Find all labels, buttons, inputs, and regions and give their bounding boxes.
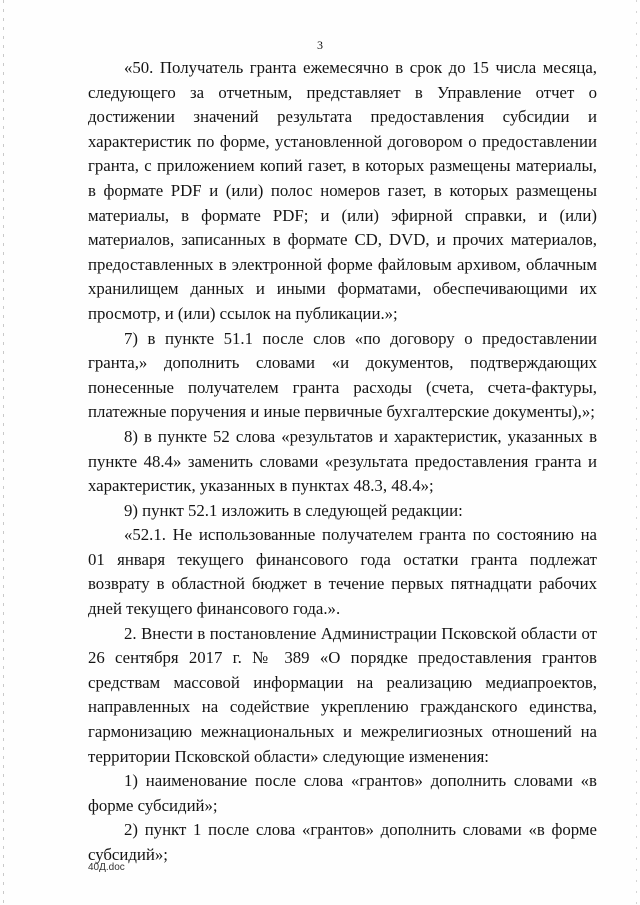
paragraph-item-50: «50. Получатель гранта ежемесячно в срок до 15 числа месяца, следующего за отчетным, представляет в Управление отчет о достижении значений результата предоставления субсидии и характеристик по форме, установленной договором о предоставлении гранта, с приложением копий газет, в которых размещены материалы, в формате PDF и (или) полос номеров газет, в которых размещены материалы, в формате PDF; и (или) эфирной справки, и (или) материалов, записанных в формате CD, DVD, и прочих материалов, предоставленных в электронной форме файловым архивом, облачным хранилищем данных и иными форматами, обеспечивающими их просмотр, и (или) ссылок на публикации.»; [88, 58, 597, 323]
paragraph-item-52-1: «52.1. Не использованные получателем гранта по состоянию на 01 января текущего финансового года остатки гранта подлежат возврату в областной бюджет в течение первых пятнадцати рабочих дней текущего финансового года.». [88, 525, 597, 619]
scan-edge-right [636, 0, 637, 905]
document-body [88, 56, 597, 868]
page-number: 3 [317, 38, 323, 52]
scan-edge-left [3, 0, 4, 905]
paragraph-amendment-2: 2) пункт 1 после слова «грантов» дополнить словами «в форме субсидий»; [88, 820, 597, 864]
paragraph-section-2: 2. Внести в постановление Администрации Псковской области от 26 сентября 2017 г. № 389 «О порядке предоставления грантов средствам массовой информации на реализацию медиапроектов, направленных на содействие укреплению гражданского единства, гармонизацию межнациональных и межрелигиозных отношений на территории Псковской области» следующие изменения: [88, 623, 597, 766]
footer-filename: 40Д.doc [88, 862, 125, 873]
paragraph-amendment-9: 9) пункт 52.1 изложить в следующей редакции: [124, 500, 463, 520]
paragraph-amendment-1: 1) наименование после слова «грантов» дополнить словами «в форме субсидий»; [88, 771, 597, 815]
paragraph-amendment-7: 7) в пункте 51.1 после слов «по договору о предоставлении гранта,» дополнить словами «и документов, подтверждающих понесенные получателем гранта расходы (счета, счета-фактуры, платежные поручения и иные первичные бухгалтерские документы),»; [88, 328, 597, 422]
paragraph-amendment-8: 8) в пункте 52 слова «результатов и характеристик, указанных в пункте 48.4» заменить словами «результата предоставления гранта и характеристик, указанных в пунктах 48.3, 48.4»; [88, 426, 597, 496]
